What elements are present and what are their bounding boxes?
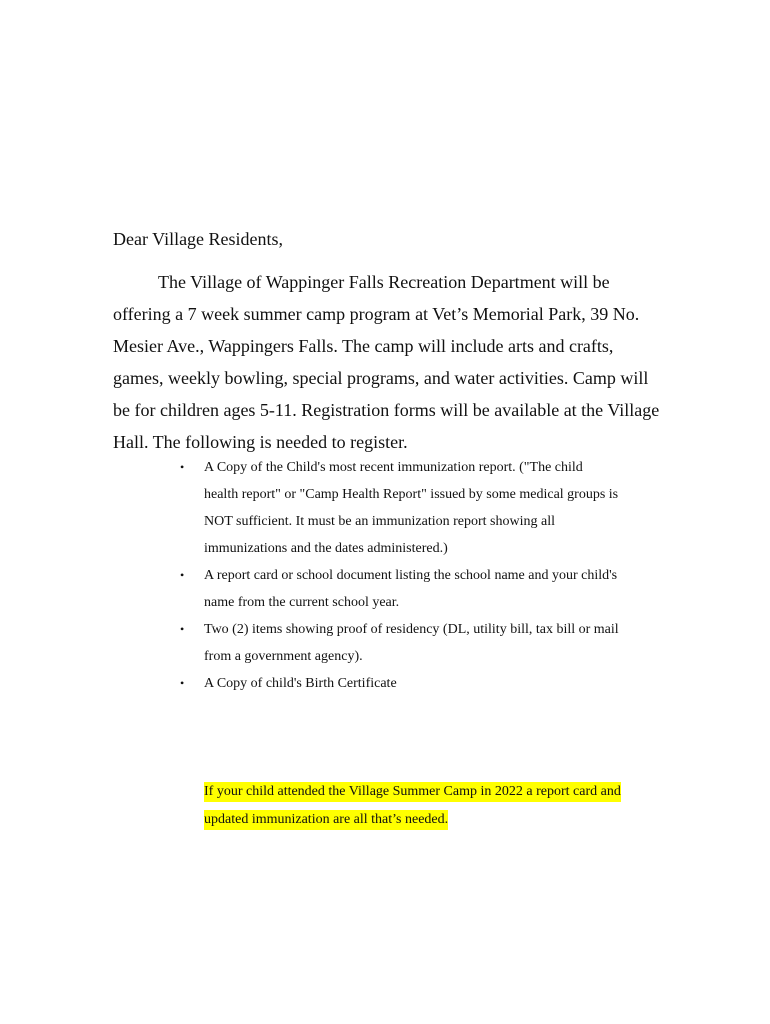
requirement-line: Two (2) items showing proof of residency (DL, utility bill, tax bill or mail <box>204 622 619 637</box>
requirement-line: A Copy of the Child's most recent immunization report. ("The child <box>204 460 583 475</box>
note-line: updated immunization are all that’s needed. <box>204 810 448 830</box>
intro-line: games, weekly bowling, special programs, and water activities. Camp will <box>113 368 649 388</box>
requirement-line: NOT sufficient. It must be an immunization report showing all <box>204 514 555 529</box>
intro-line: be for children ages 5-11. Registration forms will be available at the Village <box>113 400 660 420</box>
requirement-line: name from the current school year. <box>204 595 400 610</box>
list-item <box>180 670 660 697</box>
list-item <box>180 616 660 670</box>
note-line: If your child attended the Village Summer Camp in 2022 a report card and <box>204 782 621 802</box>
list-item <box>180 562 660 616</box>
intro-line: The Village of Wappinger Falls Recreation Department will be <box>158 272 610 292</box>
requirement-line: immunizations and the dates administered.) <box>204 541 448 556</box>
intro-paragraph <box>113 266 673 458</box>
requirement-line: A Copy of child's Birth Certificate <box>204 676 397 691</box>
bullet-icon: • <box>180 622 185 636</box>
intro-line: Hall. The following is needed to register. <box>113 432 408 452</box>
requirement-line: from a government agency). <box>204 649 363 664</box>
intro-line: Mesier Ave., Wappingers Falls. The camp will include arts and crafts, <box>113 336 614 356</box>
requirements-list <box>180 454 660 697</box>
salutation: Dear Village Residents, <box>113 229 284 249</box>
bullet-icon: • <box>180 676 185 690</box>
intro-line: offering a 7 week summer camp program at Vet’s Memorial Park, 39 No. <box>113 304 640 324</box>
highlighted-note <box>204 778 621 834</box>
requirement-line: A report card or school document listing the school name and your child's <box>204 568 618 583</box>
list-item <box>180 454 660 562</box>
bullet-icon: • <box>180 568 185 582</box>
requirement-line: health report" or "Camp Health Report" issued by some medical groups is <box>204 487 619 502</box>
bullet-icon: • <box>180 460 185 474</box>
